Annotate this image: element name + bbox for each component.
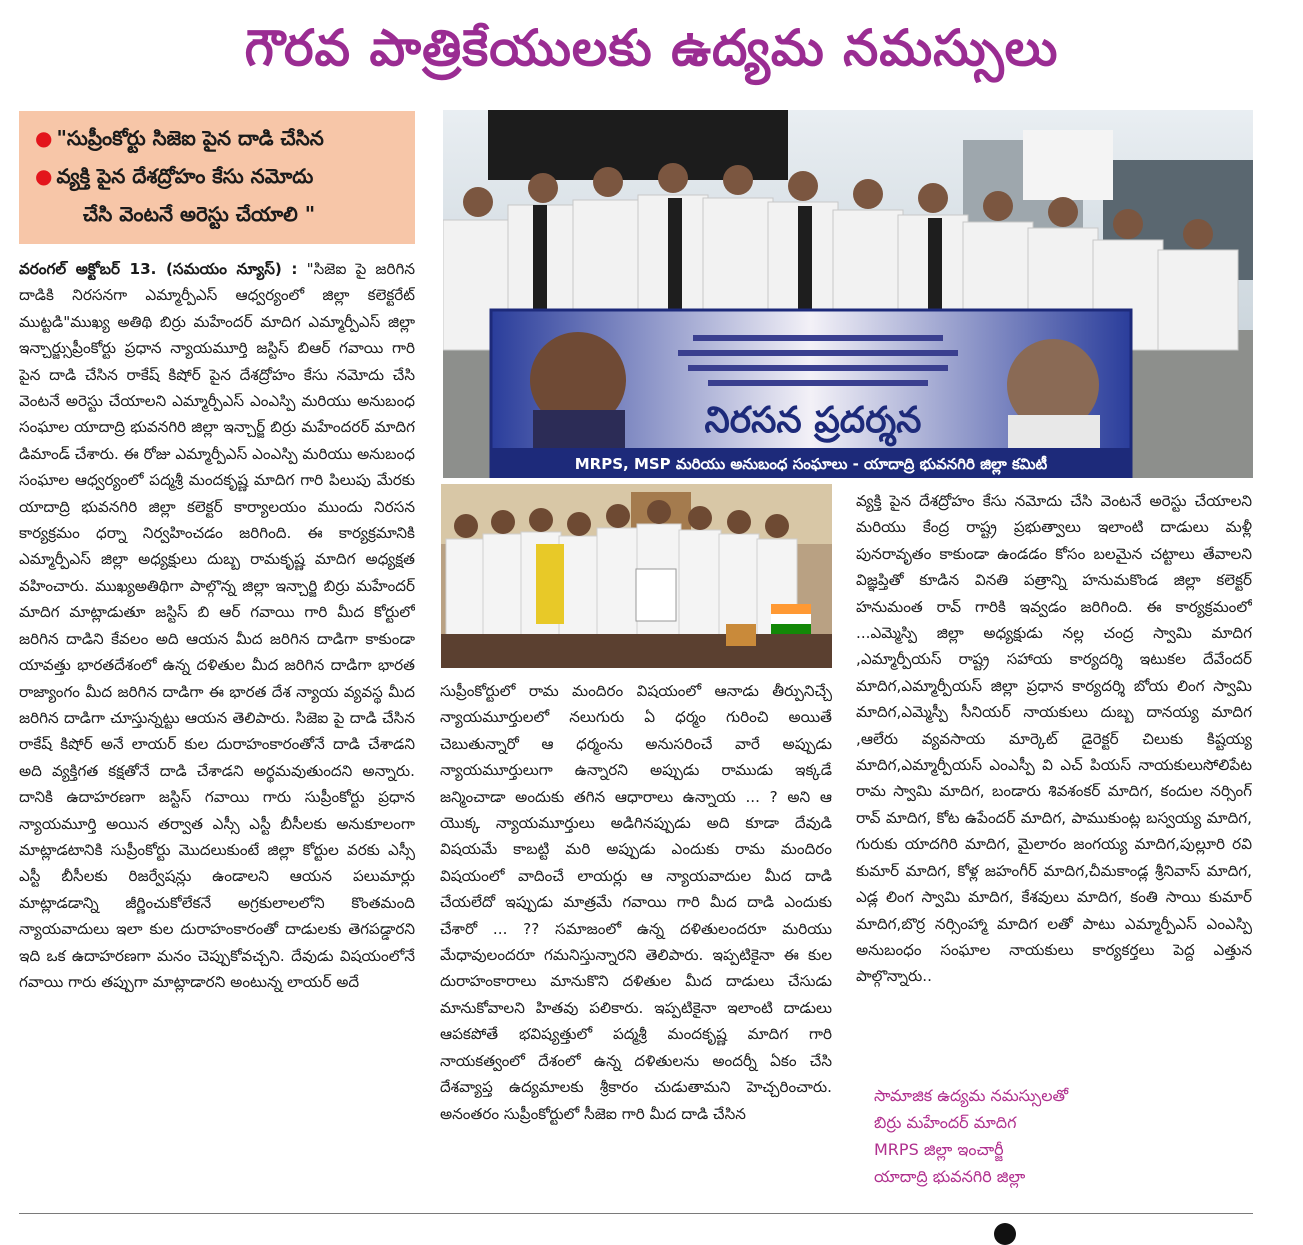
divider xyxy=(19,1213,1253,1214)
memorandum-photo xyxy=(441,484,832,668)
article-column-1 xyxy=(19,256,415,1206)
signature-line-4: యాదాద్రి భువనగిరి జిల్లా xyxy=(874,1167,1026,1186)
bullet-icon: ● xyxy=(35,126,53,150)
protest-photo xyxy=(443,110,1253,478)
banner-footer: MRPS, MSP మరియు అనుబంధ సంఘాలు - యాదాద్రి భువనగిరి జిల్లా కమిటీ xyxy=(574,455,1048,473)
bullet-icon: ● xyxy=(35,164,53,188)
signature-line-2: బిర్రు మహేందర్ మాదిగ xyxy=(874,1113,1017,1132)
highlight-line-2: ● వ్యక్తి పైన దేశద్రోహం కేసు నమోదు xyxy=(35,164,314,188)
article-text: వ్యక్తి పైన దేశద్రోహం కేసు నమోదు చేసి వెంటనే అరెస్టు చేయాలని మరియు కేంద్ర రాష్ట్ర ప్రభుత్వాలు ఇలాంటి దాడులు మళ్లీ పునరావృతం కాకుండా ఉండడం కోసం బలమైన చట్టాలు తేవాలని విజ్ఞప్తితో కూడిన వినతి పత్రాన్ని హనుమకొండ జిల్లా కలెక్టర్ హనుమంత రావ్ గారికి ఇవ్వడం జరిగింది. ఈ కార్యక్రమంలో ...ఎమ్మెస్పి జిల్లా అధ్యక్షుడు నల్ల చంద్ర స్వామి మాదిగ ,ఎమ్మార్పీయస్ రాష్ట్ర సహాయ కార్యదర్శి ఇటుకల దేవేందర్ మాదిగ,ఎమ్మార్పీయస్ జిల్లా ప్రధాన కార్యదర్శి బోయ లింగ స్వామి మాదిగ,ఎమ్మెస్పీ సీనియర్ నాయకులు దుబ్బ దానయ్య మాదిగ ,ఆలేరు వ్యవసాయ మార్కెట్ డైరెక్టర్ చిలుకు కిష్టయ్య మాదిగ,ఎమ్మార్పీయస్ ఎంఎస్పీ వి ఎచ్ పియస్ నాయకులుసోలిపేట రామ స్వామి మాదిగ, బండారు శివశంకర్ మాదిగ, కందుల నర్సింగ్ రావ్ మాదిగ, కోట ఉపేందర్ మాదిగ, పాముకుంట్ల బస్వయ్య మాదిగ, గురుకు యాదగిరి మాదిగ, మైలారం జంగయ్య మాదిగ,పుల్లూరి రవి కుమార్ మాదిగ, కోళ్ల జహంగీర్ మాదిగ,చీమకాండ్ల శ్రీనివాస్ మాదిగ, ఎడ్ల లింగ స్వామి మాదిగ, కేశవులు మాదిగ, కంతి సాయి కుమార్ మాదిగ,బొర్ర నర్సింహ్మా మాదిగ లతో పాటు ఎమ్మార్పీఎస్ ఎంఎస్పి అనుబంధం సంఘాల నాయకులు కార్యకర్తలు పెద్ద ఎత్తున పాల్గొన్నారు.. xyxy=(856,492,1252,986)
article-column-2 xyxy=(440,678,832,1193)
dateline: వరంగల్ అక్టోబర్ 13. (సమయం న్యూస్) : xyxy=(19,260,298,278)
article-text: "సిజెఐ పై జరిగిన దాడికి నిరసనగా ఎమ్మార్పీఎస్ ఆధ్వర్యంలో జిల్లా కలెక్టరేట్ ముట్టడి"ముఖ్య అతిథి బిర్రు మహేందర్ మాదిగ ఎమ్మార్పీఎస్ జిల్లా ఇన్చార్జ్సుప్రీంకోర్టు ప్రధాన న్యాయమూర్తి జస్టిస్ బిఆర్ గవాయి గారి పైన దాడి చేసిన రాకేష్ కిషోర్ పైన దేశద్రోహం కేసు నమోదు చేసి వెంటనే అరెస్టు చేయాలని ఎమ్మార్పీఎస్ ఎంఎస్పి మరియు అనుబంధ సంఘాల యాదాద్రి భువనగిరి జిల్లా ఇన్చార్జ్ బిర్రు మహేందరర్ మాదిగ డిమాండ్ చేశారు. ఈ రోజు ఎమ్మార్పీఎస్ ఎంఎస్పి మరియు అనుబంధ సంఘాల ఆధ్వర్యంలో పద్మశ్రీ మందకృష్ణ మాదిగ గారి పిలుపు మేరకు యాదాద్రి భువనగిరి జిల్లా కలెక్టర్ కార్యాలయం ముందు నిరసన కార్యక్రమం ధర్నా నిర్వహించడం జరిగింది. ఈ కార్యక్రమానికి ఎమ్మార్పీఎస్ జిల్లా అధ్యక్షులు దుబ్బ రామకృష్ణ మాదిగ అధ్యక్షత వహించారు. ముఖ్యఅతిథిగా పాల్గొన్న జిల్లా ఇన్చార్జి బిర్రు మహేందర్ మాదిగ మాట్లాడుతూ జస్టిస్ బి ఆర్ గవాయి గారి మీద కోర్టులో జరిగిన దాడిని కేవలం అది ఆయన మీద జరిగిన దాడిగా కాకుండా యావత్తు భారతదేశంలో ఉన్న దళితుల మీద జరిగిన దాడిగా భారత రాజ్యాంగం మీద జరిగిన దాడిగా ఈ భారత దేశ న్యాయ వ్యవస్థ మీద జరిగిన దాడిగా చూస్తున్నట్టు ఆయన తెలిపారు. సిజెఐ పై దాడి చేసిన రాకేష్ కిషోర్ అనే లాయర్ కుల దురాహంకారంతోనే దాడి చేశాడని అది వ్యక్తిగత కక్షతోనే దాడి చేశాడని అర్థమవుతుందని అన్నారు. దానికి ఉదాహరణగా జస్టిస్ గవాయి గారు సుప్రీంకోర్టు ప్రధాన న్యాయమూర్తి అయిన తర్వాత ఎస్సీ ఎస్టీ బీసీలకు అనుకూలంగా మాట్లాడటానికి సుప్రీంకోర్టు మొదలుకుంటే జిల్లా కోర్టుల వరకు ఎస్సీ ఎస్టీ బీసీలకు రిజర్వేషన్లు ఉండాలని ఆయన పలుమార్లు మాట్లాడడాన్ని జీర్ణించుకోలేకనే అగ్రకులాలలోని కొంతమంది న్యాయవాదులు ఇలా కుల దురాహంకారంతో దాడులకు తెగపడ్డారని ఇది ఒక ఉదాహరణగా మనం చెప్పుకోవచ్చని. దేవుడు విషయంలోనే గవాయి గారు తప్పుగా మాట్లాడారని అంటున్న లాయర్ అదే xyxy=(19,260,415,991)
highlight-box xyxy=(19,111,415,244)
banner-title: నిరసన ప్రదర్శన xyxy=(704,400,922,441)
highlight-line-1: ● "సుప్రీంకోర్టు సిజెఐ పైన దాడి చేసిన xyxy=(35,126,324,150)
signature-line-3: MRPS జిల్లా ఇంచార్జీ xyxy=(874,1140,1004,1159)
signature-line-1: సామాజిక ఉద్యమ నమస్సులతో xyxy=(874,1086,1069,1105)
highlight-line-3: చేసి వెంటనే అరెస్టు చేయాలి " xyxy=(83,202,316,226)
headline: గౌరవ పాత్రికేయులకు ఉద్యమ నమస్సులు xyxy=(244,19,1059,77)
article-text: సుప్రీంకోర్టులో రామ మందిరం విషయంలో ఆనాడు తీర్పునిచ్చే న్యాయమూర్తులలో నలుగురు ఏ ధర్మం గురించి అయితే చెబుతున్నారో ఆ ధర్మంను అనుసరించే వారే అప్పుడు న్యాయమూర్తులుగా ఉన్నారని అప్పుడు రాముడు ఇక్కడే జన్మించాడా అందుకు తగిన ఆధారాలు ఉన్నాయ ... ? అని ఆ యొక్క న్యాయమూర్తులు అడిగినప్పుడు అది కూడా దేవుడి విషయమే కాబట్టి మరి అప్పుడు ఎందుకు రామ మందిరం విషయంలో వాదించే లాయర్లు ఆ న్యాయవాదుల మీద దాడి చేయలేదో ఇప్పుడు మాత్రమే గవాయి గారి మీద దాడి ఎందుకు చేశారో ... ?? సమాజంలో ఉన్న దళితులందరూ మరియు మేధావులందరూ గమనిస్తున్నారని తెలిపారు. ఇప్పటికైనా ఈ కుల దురాహంకారాలు మానుకొని దళితుల మీద దాడులు చేసుడు మానుకోవాలని హితవు పలికారు. ఇప్పటికైనా ఇలాంటి దాడులు ఆపకపోతే భవిష్యత్తులో పద్మశ్రీ మందకృష్ణ మాదిగ గారి నాయకత్వంలో దేశంలో ఉన్న దళితులను అందర్నీ ఏకం చేసి దేశవ్యాప్త ఉద్యమాలకు శ్రీకారం చుడుతామని హెచ్చరించారు. అనంతరం సుప్రీంకోర్టులో సీజెఐ గారి మీద దాడి చేసిన xyxy=(440,682,832,1123)
article-column-3 xyxy=(856,488,1252,1082)
page-marker-icon xyxy=(994,1223,1016,1245)
